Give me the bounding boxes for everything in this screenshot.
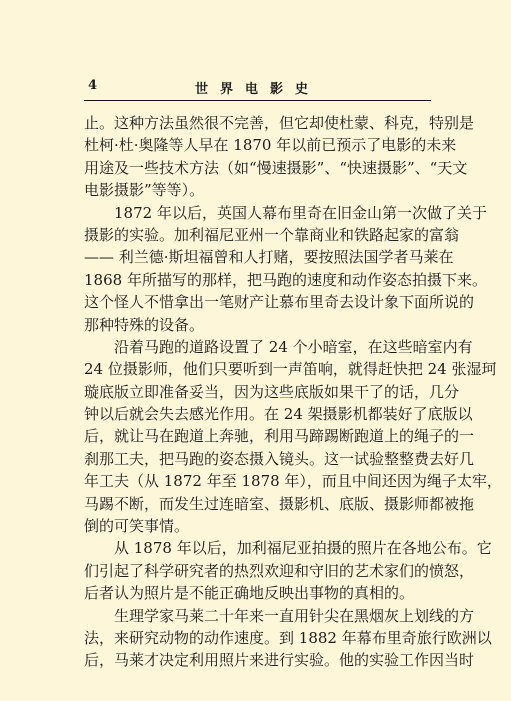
text-line: 生理学家马莱二十年来一直用针尖在黑烟灰上划线的方 (114, 606, 475, 625)
text-line: 年工夫（从 1872 年至 1878 年），而且中间还因为绳子太牢， (84, 472, 502, 491)
text-line: 刹那工夫，把马跑的姿态摄入镜头。这一试验整整费去好几 (84, 449, 475, 468)
text-line: 1868 年所描写的那样，把马跑的速度和动作姿态拍摄下来。 (84, 270, 487, 289)
text-line: 从 1878 年以后，加利福尼亚拍摄的照片在各地公布。它 (114, 539, 492, 558)
text-line: 们引起了科学研究者的热烈欢迎和守旧的艺术家们的愤怒， (84, 561, 475, 580)
text-line: 璇底版立即准备妥当，因为这些底版如果干了的话，几分 (84, 382, 460, 401)
text-line: 止。这种方法虽然很不完善，但它却使杜蒙、科克，特别是 (84, 114, 475, 132)
text-line: 后，马莱才决定利用照片来进行实验。他的实验工作因当时 (84, 651, 475, 670)
body-text (84, 112, 502, 672)
text-line: 用途及一些技术方法（如“慢速摄影”、“快速摄影”、“天文 (84, 158, 468, 177)
text-line: 摄影的实验。加利福尼亚州一个靠商业和铁路起家的富翁 (84, 225, 460, 244)
running-title: 世界电影史 (194, 82, 320, 97)
text-line: 沿着马跑的道路设置了 24 个小暗室，在这些暗室内有 (114, 337, 473, 356)
text-line: 这个怪人不惜拿出一笔财产让慕布里奇去设计象下面所说的 (84, 293, 475, 312)
text-line: 法，来研究动物的动作速度。到 1882 年幕布里奇旅行欧洲以 (84, 628, 492, 647)
text-line: —— 利兰德·斯坦福曾和人打赌，要按照法国学者马莱在 (84, 248, 454, 267)
text-line: 后者认为照片是不能正确地反映出事物的真相的。 (84, 584, 415, 603)
text-line: 1872 年以后，英国人幕布里奇在旧金山第一次做了关于 (114, 203, 487, 222)
page-number: 4 (88, 78, 98, 93)
text-line: 电影摄影”等等）。 (84, 181, 205, 200)
text-line: 马踢不断，而发生过连暗室、摄影机、底版、摄影师都被拖 (84, 494, 475, 513)
text-line: 钟以后就会失去感光作用。在 24 架摄影机都装好了底版以 (84, 405, 473, 424)
page-header (84, 78, 431, 101)
text-line: 24 位摄影师，他们只要听到一声笛响，就得赶快把 24 张湿珂 (84, 360, 497, 379)
text-line: 倒的可笑事情。 (84, 517, 190, 536)
text-line: 后，就让马在跑道上奔驰，利用马蹄踢断跑道上的绳子的一 (84, 427, 475, 446)
text-line: 那种特殊的设备。 (84, 315, 205, 334)
text-line: 杜柯·杜·奥隆等人早在 1870 年以前已预示了电影的未来 (84, 136, 457, 155)
